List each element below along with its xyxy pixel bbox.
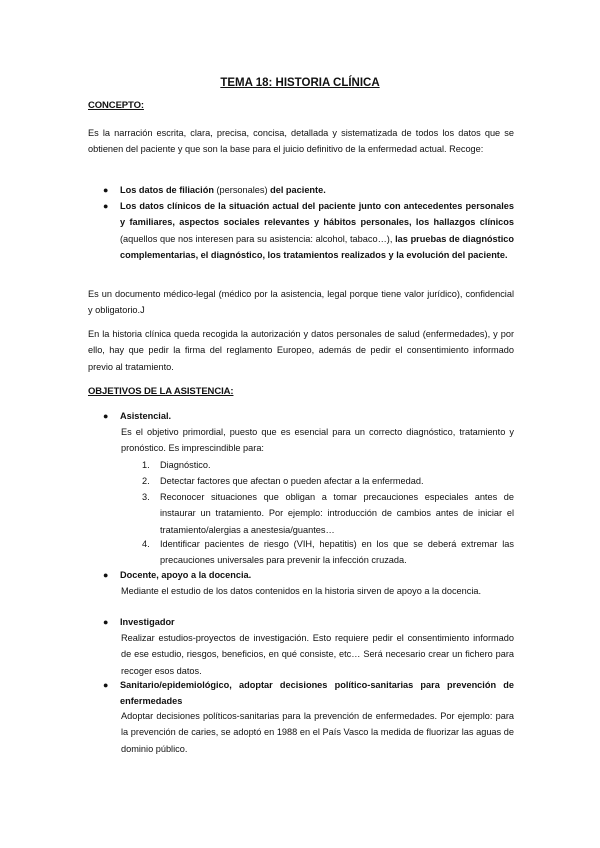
concepto-intro: Es la narración escrita, clara, precisa, concisa, detallada y sistematizada de todos los datos que se obtienen del paciente y que son la base para el juicio definitivo de la enfermedad actual. Recoge: <box>88 128 514 155</box>
bullet-icon: ● <box>103 185 109 195</box>
objetivo-label: Sanitario/epidemiológico, adoptar decisiones político-sanitarias para prevención de enfermedades <box>120 680 514 707</box>
concepto-para-legal: Es un documento médico-legal (médico por la asistencia, legal porque tiene valor jurídico), confidencial y obligatorio.J <box>88 289 514 316</box>
list-number: 3. <box>142 492 150 502</box>
objetivo-label: Docente, apoyo a la docencia. <box>120 570 252 580</box>
bullet-icon: ● <box>103 201 109 211</box>
list-item: Diagnóstico. <box>160 460 211 470</box>
concepto-para-consent: En la historia clínica queda recogida la autorización y datos personales de salud (enfermedades), y por ello, hay que pedir la firma del reglamento Europeo, además de pedir el consentimiento informado previo al tratamiento. <box>88 329 514 372</box>
list-item: Identificar pacientes de riesgo (VIH, hepatitis) en los que se deberá extremar las precauciones universales para prevenir la infección cruzada. <box>160 539 514 566</box>
page-title: TEMA 18: HISTORIA CLÍNICA <box>220 77 380 89</box>
objetivos-heading: OBJETIVOS DE LA ASISTENCIA: <box>88 386 234 397</box>
list-item: Detectar factores que afectan o pueden afectar a la enfermedad. <box>160 476 424 486</box>
bullet-icon: ● <box>103 411 109 421</box>
objetivo-label: Asistencial. <box>120 411 172 421</box>
objetivo-desc: Adoptar decisiones políticos-sanitarias para la prevención de enfermedades. Por ejemplo: para la prevención de caries, se adoptó en 1988 en el País Vasco la medida de fluorizar las aguas de dominio público. <box>121 711 514 754</box>
bullet-icon: ● <box>103 617 109 627</box>
concepto-heading: CONCEPTO: <box>88 100 144 111</box>
bullet-text: Los datos clínicos de la situación actual del paciente junto con antecedentes personales y familiares, aspectos sociales relevantes y hábitos personales, los hallazgos clínicos (aquellos que nos interesen para su asistencia: alcohol, tabaco…), las pruebas de diagnóstico complementarias, el diagnóstico, los tratamientos realizados y la evolución del paciente. <box>120 201 514 261</box>
bullet-icon: ● <box>103 570 109 580</box>
list-number: 1. <box>142 460 150 470</box>
list-item: Reconocer situaciones que obligan a tomar precauciones especiales antes de instaurar un tratamiento. Por ejemplo: introducción de cambios antes de iniciar el tratamiento/alergias a anestesia/guantes… <box>160 492 514 535</box>
bullet-icon: ● <box>103 680 109 690</box>
objetivo-desc: Realizar estudios-proyectos de investigación. Esto requiere pedir el consentimiento informado de ese estudio, riesgos, beneficios, en qué consiste, etc… Será necesario crear un fichero para recoger esos datos. <box>121 633 514 676</box>
list-number: 2. <box>142 476 150 486</box>
bullet-text: Los datos de filiación (personales) del paciente. <box>120 185 326 195</box>
list-number: 4. <box>142 539 150 549</box>
objetivo-label: Investigador <box>120 617 175 627</box>
objetivo-desc: Mediante el estudio de los datos contenidos en la historia sirven de apoyo a la docencia. <box>121 586 482 596</box>
objetivo-desc: Es el objetivo primordial, puesto que es esencial para un correcto diagnóstico, tratamiento y pronóstico. Es imprescindible para: <box>121 427 514 454</box>
